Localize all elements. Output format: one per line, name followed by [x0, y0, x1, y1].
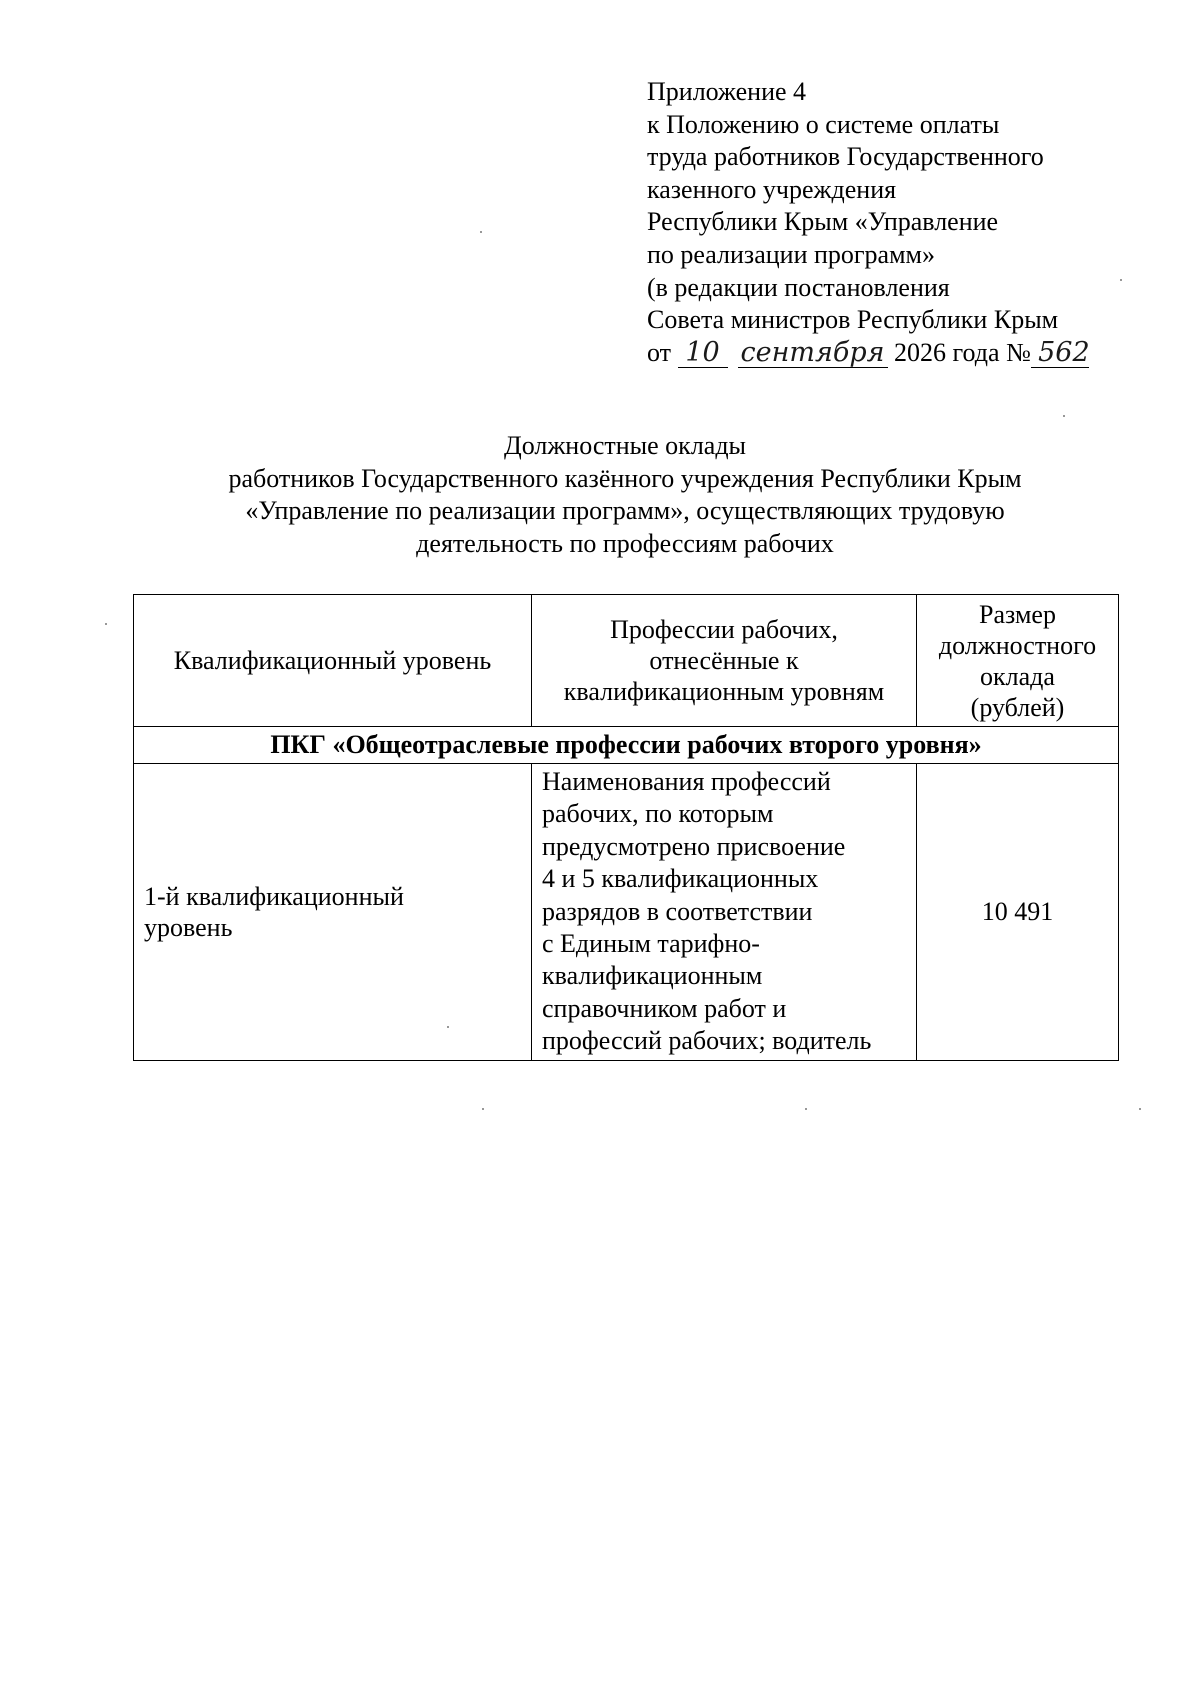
date-month-handwritten: сентября [740, 336, 885, 368]
level-line: уровень [144, 912, 233, 942]
profession-line: квалификационным [542, 961, 763, 991]
header-professions [532, 595, 917, 727]
profession-line: Наименования профессий [542, 767, 831, 796]
appendix-line: Совета министров Республики Крым [647, 305, 1059, 335]
profession-line: рабочих, по которым [542, 799, 774, 829]
header-salary [917, 595, 1119, 727]
table-row [134, 764, 1119, 1061]
scan-speck [482, 1108, 484, 1110]
scan-speck [480, 231, 482, 233]
level-line: 1-й квалификационный [144, 881, 404, 911]
appendix-block [647, 76, 1127, 369]
header-salary-line: должностного [938, 630, 1097, 660]
resolution-date-line [647, 337, 1127, 370]
header-salary-line: Размер [979, 599, 1056, 629]
cell-level [134, 764, 532, 1061]
table-group-row [134, 727, 1119, 764]
scan-speck [1063, 415, 1065, 417]
title-line: работников Государственного казённого учреждения Республики Крым [228, 463, 1022, 493]
date-year-text: 2026 года № [894, 337, 1031, 367]
salary-table [133, 594, 1119, 1061]
appendix-line: труда работников Государственного [647, 142, 1044, 172]
profession-line: справочником работ и [542, 993, 787, 1023]
document-title [100, 430, 1150, 560]
header-salary-line: оклада [980, 661, 1055, 691]
scan-speck [1120, 279, 1122, 281]
appendix-line: Республики Крым «Управление [647, 207, 999, 237]
title-line: Должностные оклады [503, 431, 747, 460]
appendix-line: к Положению о системе оплаты [647, 109, 1000, 139]
scan-speck [105, 623, 107, 625]
date-prefix: от [647, 337, 672, 367]
profession-line: разрядов в соответствии [542, 896, 813, 926]
appendix-line: по реализации программ» [647, 239, 936, 269]
scan-speck [1139, 1108, 1141, 1110]
profession-line: 4 и 5 квалификационных [542, 864, 819, 894]
resolution-number-handwritten: 562 [1038, 336, 1090, 368]
header-professions-line: отнесённые к [649, 646, 799, 675]
scan-speck [447, 1026, 449, 1028]
table-header-row [134, 595, 1119, 727]
appendix-line: (в редакции постановления [647, 272, 950, 302]
date-day-handwritten: 10 [685, 336, 720, 368]
header-salary-line: (рублей) [970, 692, 1065, 722]
scan-speck [805, 1108, 807, 1110]
profession-line: предусмотрено присвоение [542, 831, 846, 861]
appendix-line: казенного учреждения [647, 174, 897, 204]
header-professions-line: Профессии рабочих, [610, 615, 838, 644]
header-professions-line: квалификационным уровням [563, 677, 885, 706]
date-month-field [738, 336, 888, 368]
group-heading: ПКГ «Общеотраслевые профессии рабочих второго уровня» [134, 727, 1119, 764]
cell-salary: 10 491 [917, 764, 1119, 1061]
profession-line: с Единым тарифно- [542, 929, 760, 959]
header-level: Квалификационный уровень [134, 595, 532, 727]
title-line: «Управление по реализации программ», осуществляющих трудовую [245, 496, 1005, 525]
title-line: деятельность по профессиям рабочих [416, 528, 834, 558]
date-day-field [678, 336, 728, 368]
cell-professions [532, 764, 917, 1061]
appendix-line: Приложение 4 [647, 77, 807, 106]
resolution-number-field [1031, 336, 1090, 368]
profession-line: профессий рабочих; водитель [542, 1026, 872, 1056]
